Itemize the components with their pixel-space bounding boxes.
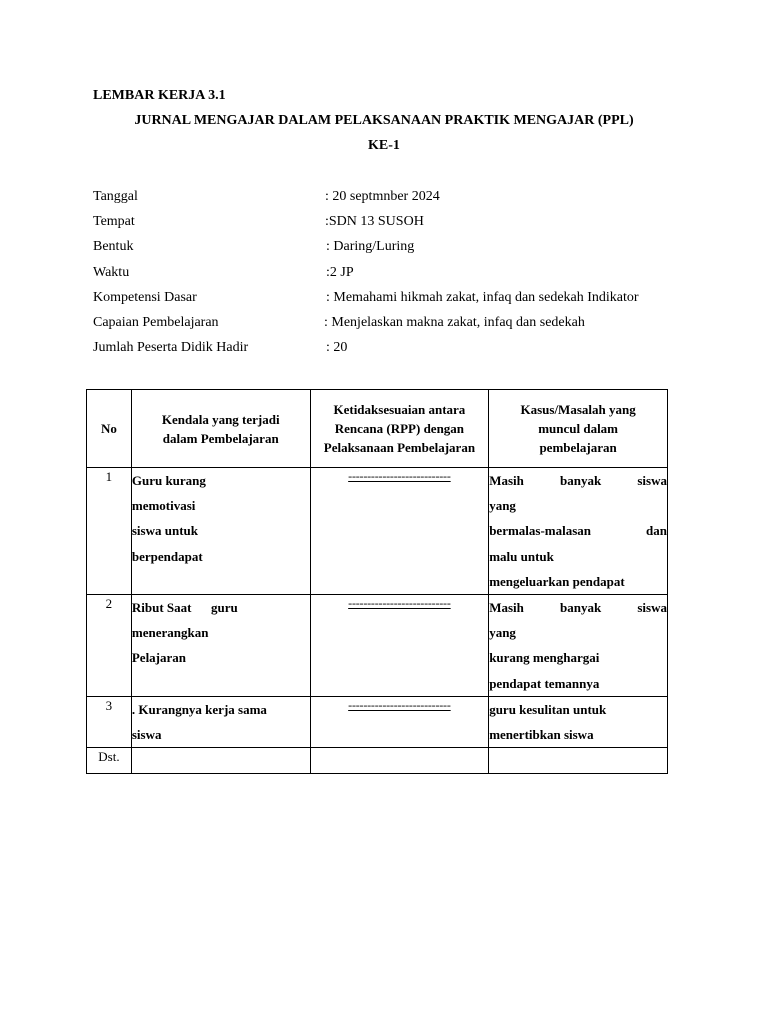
cell-ketidaksesuaian (310, 468, 489, 595)
header-kendala-text: Kendala yang terjadi dalam Pembelajaran (161, 411, 280, 446)
info-section (93, 188, 713, 364)
row-number: 2 (105, 596, 113, 611)
info-row-tanggal (93, 188, 713, 213)
kasus-line: guru kesulitan untuk (489, 702, 607, 717)
kasus-line: menertibkan siswa (489, 727, 594, 743)
header-ketidaksesuaian (310, 390, 489, 468)
kasus-line: yang (489, 498, 516, 514)
kendala-line: Ribut Saat guru (131, 600, 238, 615)
info-value: :2 JP (326, 264, 354, 280)
table-header-row (87, 390, 668, 468)
info-row-capaian (93, 314, 713, 339)
cell-kasus (489, 697, 668, 748)
kasus-line: kurang menghargai (489, 650, 600, 666)
cell-kasus (489, 468, 668, 595)
kasus-line: pendapat temannya (489, 675, 600, 691)
cell-kendala (131, 748, 310, 774)
table-row (87, 748, 668, 774)
kasus-line: Masih banyak siswa (489, 600, 667, 615)
journal-title: JURNAL MENGAJAR DALAM PELAKSANAAN PRAKTIK MENGAJAR (PPL) (134, 113, 634, 128)
info-label: Bentuk (93, 239, 134, 255)
journal-table (86, 389, 668, 774)
dash-placeholder: --------------------------- (348, 469, 451, 483)
cell-no (87, 595, 132, 697)
cell-kasus (489, 748, 668, 774)
header-kendala (131, 390, 310, 468)
info-label: Waktu (93, 264, 130, 280)
kendala-line: siswa (131, 727, 162, 743)
kendala-line: memotivasi (131, 498, 196, 514)
kasus-line: yang (489, 625, 516, 641)
info-row-bentuk (93, 238, 713, 263)
dash-placeholder: --------------------------- (348, 698, 451, 712)
cell-kendala (131, 697, 310, 748)
kasus-line: mengeluarkan pendapat (489, 573, 625, 589)
cell-no (87, 748, 132, 774)
kasus-line: Masih banyak siswa (489, 473, 667, 488)
cell-kasus (489, 595, 668, 697)
row-number: 1 (105, 469, 113, 484)
kendala-line: Pelajaran (131, 650, 187, 666)
header-kasus (489, 390, 668, 468)
row-number: Dst. (98, 749, 120, 765)
cell-kendala (131, 595, 310, 697)
cell-ketidaksesuaian (310, 595, 489, 697)
info-value: : Menjelaskan makna zakat, infaq dan sedekah (324, 314, 585, 330)
info-label: Tanggal (93, 189, 138, 204)
kendala-line: . Kurangnya kerja sama (131, 702, 267, 717)
info-label: Kompetensi Dasar (93, 289, 197, 305)
header-ketidaksesuaian-text: Ketidaksesuaian antara Rencana (RPP) dengan Pelaksanaan Pembelajaran (323, 402, 476, 455)
worksheet-heading: LEMBAR KERJA 3.1 (93, 88, 226, 103)
cell-ketidaksesuaian (310, 697, 489, 748)
cell-no (87, 697, 132, 748)
table-row (87, 697, 668, 748)
table-row (87, 595, 668, 697)
dash-placeholder: --------------------------- (348, 596, 451, 610)
kendala-line: Guru kurang (131, 473, 206, 488)
table-row (87, 468, 668, 595)
kasus-line: bermalas-malasan dan (489, 523, 667, 539)
info-value: : Daring/Luring (326, 239, 415, 255)
header-no: No (87, 390, 132, 468)
cell-kendala (131, 468, 310, 595)
info-label: Capaian Pembelajaran (93, 314, 219, 330)
info-row-kompetensi (93, 289, 713, 314)
kendala-line: siswa untuk (131, 523, 198, 539)
cell-ketidaksesuaian (310, 748, 489, 774)
info-value: : Memahami hikmah zakat, infaq dan sedekah Indikator (326, 289, 639, 305)
info-label: Jumlah Peserta Didik Hadir (93, 340, 249, 356)
info-value: :SDN 13 SUSOH (325, 214, 424, 230)
info-row-jumlah (93, 339, 713, 364)
kendala-line: menerangkan (131, 625, 209, 641)
journal-subtitle-text: KE-1 (368, 138, 400, 153)
cell-no (87, 468, 132, 595)
row-number: 3 (105, 698, 113, 713)
header-kasus-text: Kasus/Masalah yang muncul dalam pembelajaran (520, 402, 636, 455)
kendala-line: berpendapat (131, 548, 203, 564)
info-value: : 20 septmnber 2024 (325, 189, 440, 204)
info-row-waktu (93, 264, 713, 289)
info-row-tempat (93, 213, 713, 238)
info-value: : 20 (326, 340, 348, 356)
info-label: Tempat (93, 214, 135, 230)
journal-subtitle (0, 138, 768, 154)
kasus-line: malu untuk (489, 548, 554, 564)
